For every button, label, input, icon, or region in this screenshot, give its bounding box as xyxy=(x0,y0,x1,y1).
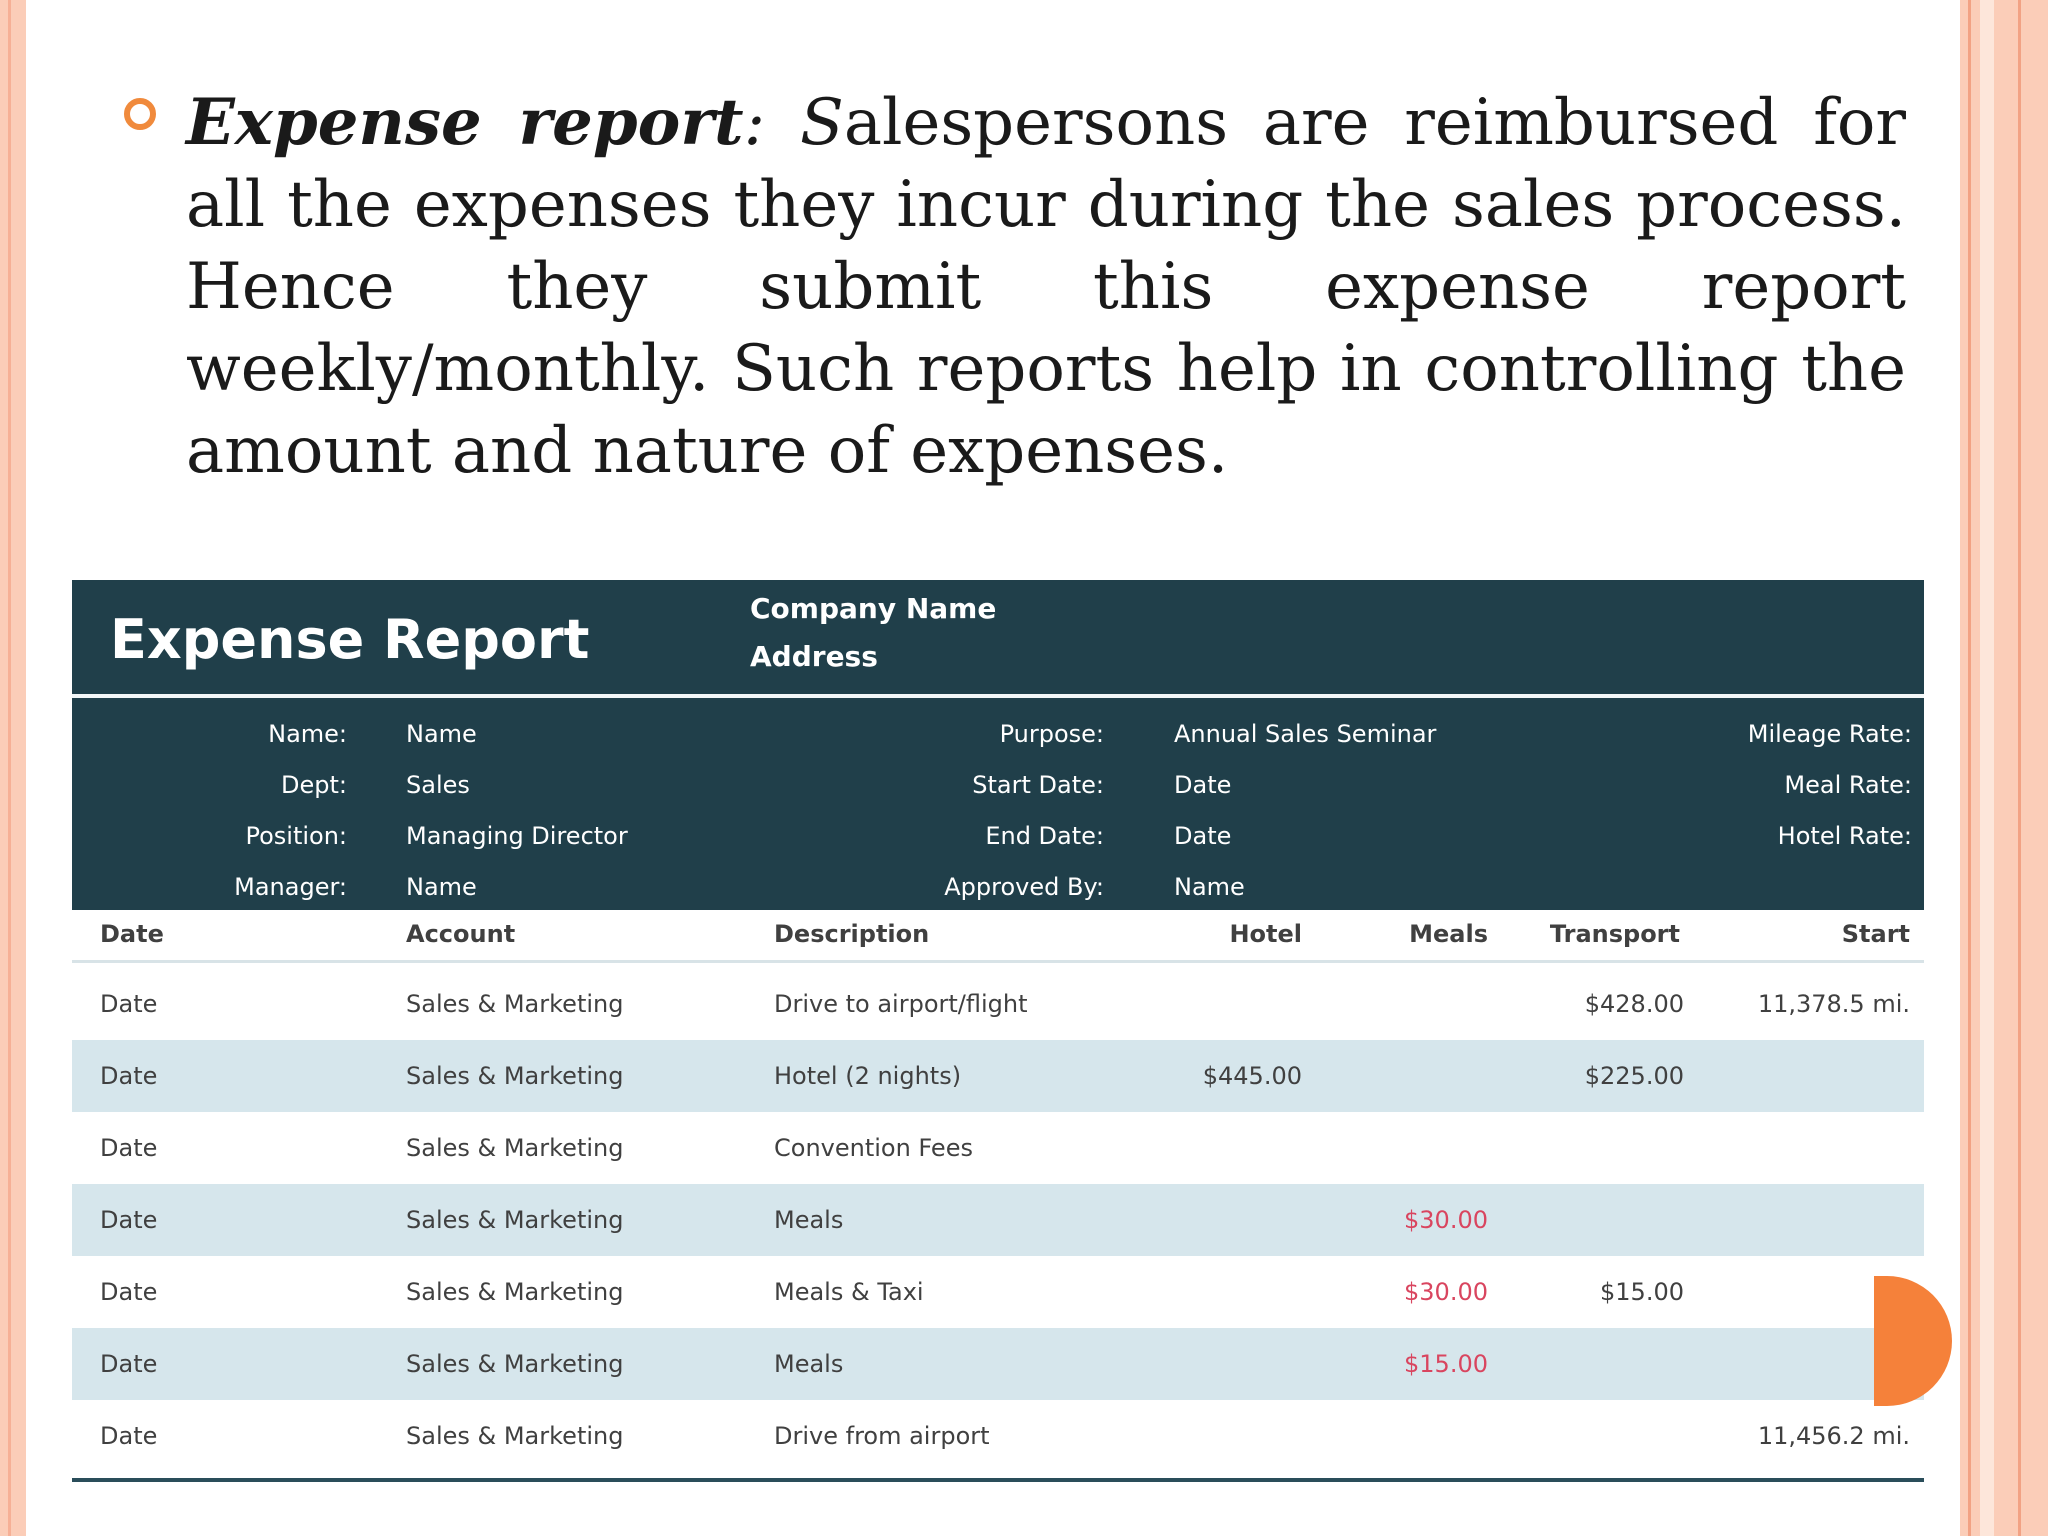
table-row xyxy=(72,1040,1924,1112)
expense-report-image xyxy=(72,580,1924,1486)
manager-value: Name xyxy=(406,873,477,901)
cell-description: Meals & Taxi xyxy=(774,1278,924,1306)
col-hotel: Hotel xyxy=(1229,920,1302,948)
col-start: Start xyxy=(1841,920,1910,948)
slide-border-left xyxy=(0,0,26,1536)
table-row xyxy=(72,1256,1924,1328)
cell-start: 11,456.2 mi. xyxy=(1757,1422,1910,1450)
end-date-value: Date xyxy=(1174,822,1232,850)
table-row xyxy=(72,1328,1924,1400)
end-date-label: End Date: xyxy=(985,822,1104,850)
report-info-panel xyxy=(72,698,1924,910)
table-row xyxy=(72,1400,1924,1472)
cell-description: Drive from airport xyxy=(774,1422,990,1450)
cell-transport: $15.00 xyxy=(1600,1278,1684,1306)
cell-account: Sales & Marketing xyxy=(406,1350,624,1378)
term-colon: : xyxy=(743,86,766,160)
table-row xyxy=(72,968,1924,1040)
cell-description: Hotel (2 nights) xyxy=(774,1062,962,1090)
purpose-label: Purpose: xyxy=(999,720,1104,748)
name-value: Name xyxy=(406,720,477,748)
company-name: Company Name xyxy=(750,592,997,625)
manager-label: Manager: xyxy=(234,873,347,901)
slide-border-right xyxy=(1960,0,2048,1536)
table-row xyxy=(72,1184,1924,1256)
approved-by-value: Name xyxy=(1174,873,1245,901)
cell-start: 11,378.5 mi. xyxy=(1757,990,1910,1018)
cell-account: Sales & Marketing xyxy=(406,1422,624,1450)
report-header xyxy=(72,580,1924,694)
col-transport: Transport xyxy=(1549,920,1680,948)
table-bottom-border xyxy=(72,1478,1924,1482)
cell-date: Date xyxy=(100,1062,158,1090)
name-label: Name: xyxy=(268,720,347,748)
cell-account: Sales & Marketing xyxy=(406,1062,624,1090)
cell-meals: $15.00 xyxy=(1404,1350,1488,1378)
cell-account: Sales & Marketing xyxy=(406,1134,624,1162)
bullet-circle-icon xyxy=(124,98,156,130)
col-account: Account xyxy=(406,920,516,948)
col-date: Date xyxy=(100,920,164,948)
approved-by-label: Approved By: xyxy=(944,873,1104,901)
cell-date: Date xyxy=(100,1134,158,1162)
cell-account: Sales & Marketing xyxy=(406,990,624,1018)
cell-account: Sales & Marketing xyxy=(406,1206,624,1234)
cell-description: Meals xyxy=(774,1350,844,1378)
position-value: Managing Director xyxy=(406,822,628,850)
position-label: Position: xyxy=(245,822,347,850)
hotel-rate-label: Hotel Rate: xyxy=(1777,822,1912,850)
dept-value: Sales xyxy=(406,771,470,799)
cell-meals: $30.00 xyxy=(1404,1278,1488,1306)
cell-account: Sales & Marketing xyxy=(406,1278,624,1306)
report-title: Expense Report xyxy=(110,608,590,671)
cell-date: Date xyxy=(100,1278,158,1306)
cell-meals: $30.00 xyxy=(1404,1206,1488,1234)
cell-date: Date xyxy=(100,990,158,1018)
cell-transport: $428.00 xyxy=(1584,990,1684,1018)
cell-transport: $225.00 xyxy=(1584,1062,1684,1090)
cell-date: Date xyxy=(100,1422,158,1450)
italic-initial: S xyxy=(799,86,844,160)
cell-date: Date xyxy=(100,1350,158,1378)
paragraph-text: alespersons are reimbursed for all the expenses they incur during the sales process. Hence they submit this expense report weekly/monthly. Such reports help in controlling the amount and nature of expenses. xyxy=(186,86,1906,488)
col-description: Description xyxy=(774,920,930,948)
cell-description: Meals xyxy=(774,1206,844,1234)
meal-rate-label: Meal Rate: xyxy=(1784,771,1912,799)
start-date-value: Date xyxy=(1174,771,1232,799)
cell-date: Date xyxy=(100,1206,158,1234)
col-meals: Meals xyxy=(1409,920,1488,948)
dept-label: Dept: xyxy=(281,771,347,799)
cell-description: Convention Fees xyxy=(774,1134,973,1162)
table-header xyxy=(72,910,1924,963)
purpose-value: Annual Sales Seminar xyxy=(1174,720,1437,748)
term-label: Expense report xyxy=(186,85,744,160)
start-date-label: Start Date: xyxy=(972,771,1104,799)
company-address: Address xyxy=(750,640,878,673)
bullet-paragraph xyxy=(186,82,1906,492)
table-row xyxy=(72,1112,1924,1184)
cell-hotel: $445.00 xyxy=(1202,1062,1302,1090)
cell-description: Drive to airport/flight xyxy=(774,990,1028,1018)
mileage-rate-label: Mileage Rate: xyxy=(1747,720,1912,748)
